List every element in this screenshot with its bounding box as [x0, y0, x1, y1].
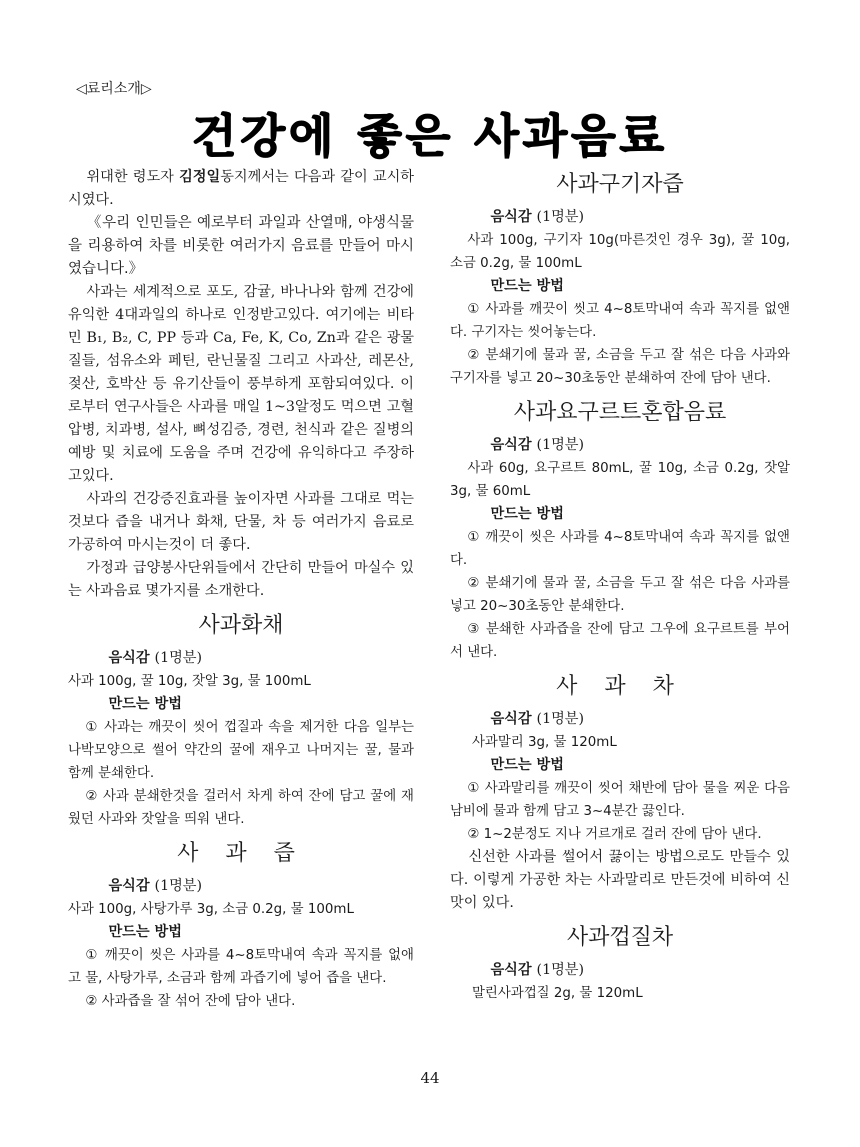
quote-paragraph: 《우리 인민들은 예로부터 과일과 산열매, 야생식물을 리용하여 차를 비롯한 여러가지 음료를 만들어 마시였습니다.》: [68, 215, 414, 277]
ingredients-list: 사과말리 3g, 물 120mL: [472, 735, 617, 750]
recipe-title-peel: 사과껍질차: [566, 925, 674, 950]
method-label: 만드는 방법: [490, 757, 564, 773]
recipe-step: ② 분쇄기에 물과 꿀, 소금을 두고 잘 섞은 다음 사과와 구기자를 넣고 20~30초동안 분쇄하여 잔에 담아 낸다.: [450, 348, 790, 386]
ingredients-list: 말린사과껍질 2g, 물 120mL: [472, 986, 643, 1001]
ingredients-list: 사과 100g, 구기자 10g(마른것인 경우 3g), 꿀 10g, 소금 0.2g, 물 100mL: [450, 233, 790, 271]
ingredients-label: 음식감 (1명분): [490, 711, 585, 727]
ingredients-list: 사과 100g, 사탕가루 3g, 소금 0.2g, 물 100mL: [68, 902, 354, 917]
recipe-step: ② 1~2분정도 지나 거르개로 걸러 잔에 담아 낸다.: [467, 827, 762, 842]
page-title: 건강에 좋은 사과음료: [192, 109, 668, 163]
recipe-title-tea: 사 과 차: [556, 674, 684, 699]
recipe-step: ① 깨끗이 씻은 사과를 4~8토막내여 속과 꼭지를 없앤다.: [450, 530, 790, 568]
method-label: 만드는 방법: [490, 506, 564, 522]
recipe-step: ② 분쇄기에 물과 꿀, 소금을 두고 잘 섞은 다음 사과를 넣고 20~30초동안 분쇄한다.: [450, 576, 790, 614]
ingredients-label: 음식감 (1명분): [490, 437, 585, 453]
recipe-step: ③ 분쇄한 사과즙을 잔에 담고 그우에 요구르트를 부어서 낸다.: [450, 622, 790, 660]
intro-paragraph-4: 가정과 급양봉사단위들에서 간단히 만들어 마실수 있는 사과음료 몇가지를 소개한다.: [68, 560, 414, 599]
recipe-title-hwachae: 사과화채: [198, 613, 284, 638]
recipe-title-yogurt: 사과요구르트혼합음료: [513, 400, 727, 425]
recipe-step: ② 사과즙을 잘 섞어 잔에 담아 낸다.: [85, 994, 296, 1009]
ingredients-label: 음식감 (1명분): [490, 209, 585, 225]
right-column: [450, 166, 790, 1005]
method-label: 만드는 방법: [108, 696, 182, 712]
section-kicker: ◁료리소개▷: [76, 81, 152, 97]
ingredients-label: 음식감 (1명분): [108, 878, 203, 894]
intro-paragraph-2: 사과는 세계적으로 포도, 감귤, 바나나와 함께 건강에 유익한 4대과일의 하나로 인정받고있다. 여기에는 비타민 B₁, B₂, C, PP 등과 Ca, Fe, K, Co, Zn과 같은 광물질들, 섬유소와 페틴, 란닌물질 그리고 사과산, 레몬산, 젖산, 호박산 등 유기산들이 풍부하게 포함되여있다. 이로부터 연구사들은 사과를 매일 1~3알정도 먹으면 고혈압병, 치과병, 설사, 뼈성김증, 경련, 천식과 같은 질병의 예방 및 치료에 도움을 주며 건강에 유익하다고 주장하고있다.: [68, 284, 414, 484]
recipe-title-gugija: 사과구기자즙: [556, 172, 684, 197]
recipe-step: ② 사과 분쇄한것을 걸러서 차게 하여 잔에 담고 꿀에 재웠던 사과와 잣알을 띄워 낸다.: [68, 789, 414, 827]
intro-paragraph-1: 위대한 령도자 김정일동지께서는 다음과 같이 교시하시였다.: [68, 169, 414, 208]
method-label: 만드는 방법: [108, 924, 182, 940]
recipe-title-juice: 사 과 즙: [177, 841, 305, 866]
page-number: 44: [420, 1069, 440, 1087]
ingredients-label: 음식감 (1명분): [108, 650, 203, 666]
ingredients-list: 사과 100g, 꿀 10g, 잣알 3g, 물 100mL: [68, 674, 311, 689]
ingredients-label: 음식감 (1명분): [490, 962, 585, 978]
intro-paragraph-3: 사과의 건강증진효과를 높이자면 사과를 그대로 먹는것보다 즙을 내거나 화채, 단물, 차 등 여러가지 음료로 가공하여 마시는것이 더 좋다.: [68, 491, 414, 553]
recipe-step: ① 깨끗이 씻은 사과를 4~8토막내여 속과 꼭지를 없애고 물, 사탕가루, 소금과 함께 과즙기에 넣어 즙을 낸다.: [68, 948, 414, 986]
tea-note: 신선한 사과를 썰어서 끓이는 방법으로도 만들수 있다. 이렇게 가공한 차는 사과말리로 만든것에 비하여 신맛이 있다.: [450, 849, 790, 911]
recipe-step: ① 사과말리를 깨끗이 씻어 채반에 담아 물을 찌운 다음 남비에 물과 함께 담고 3~4분간 끓인다.: [450, 781, 790, 819]
ingredients-list: 사과 60g, 요구르트 80mL, 꿀 10g, 소금 0.2g, 잣알 3g, 물 60mL: [450, 461, 790, 499]
method-label: 만드는 방법: [490, 278, 564, 294]
left-column: [68, 166, 414, 1013]
recipe-step: ① 사과를 깨끗이 씻고 4~8토막내여 속과 꼭지를 없앤다. 구기자는 씻어놓는다.: [450, 302, 790, 340]
leader-name: 김정일: [179, 169, 221, 185]
recipe-step: ① 사과는 깨끗이 씻어 껍질과 속을 제거한 다음 일부는 나박모양으로 썰어 약간의 꿀에 재우고 나머지는 꿀, 물과 함께 분쇄한다.: [68, 720, 414, 781]
